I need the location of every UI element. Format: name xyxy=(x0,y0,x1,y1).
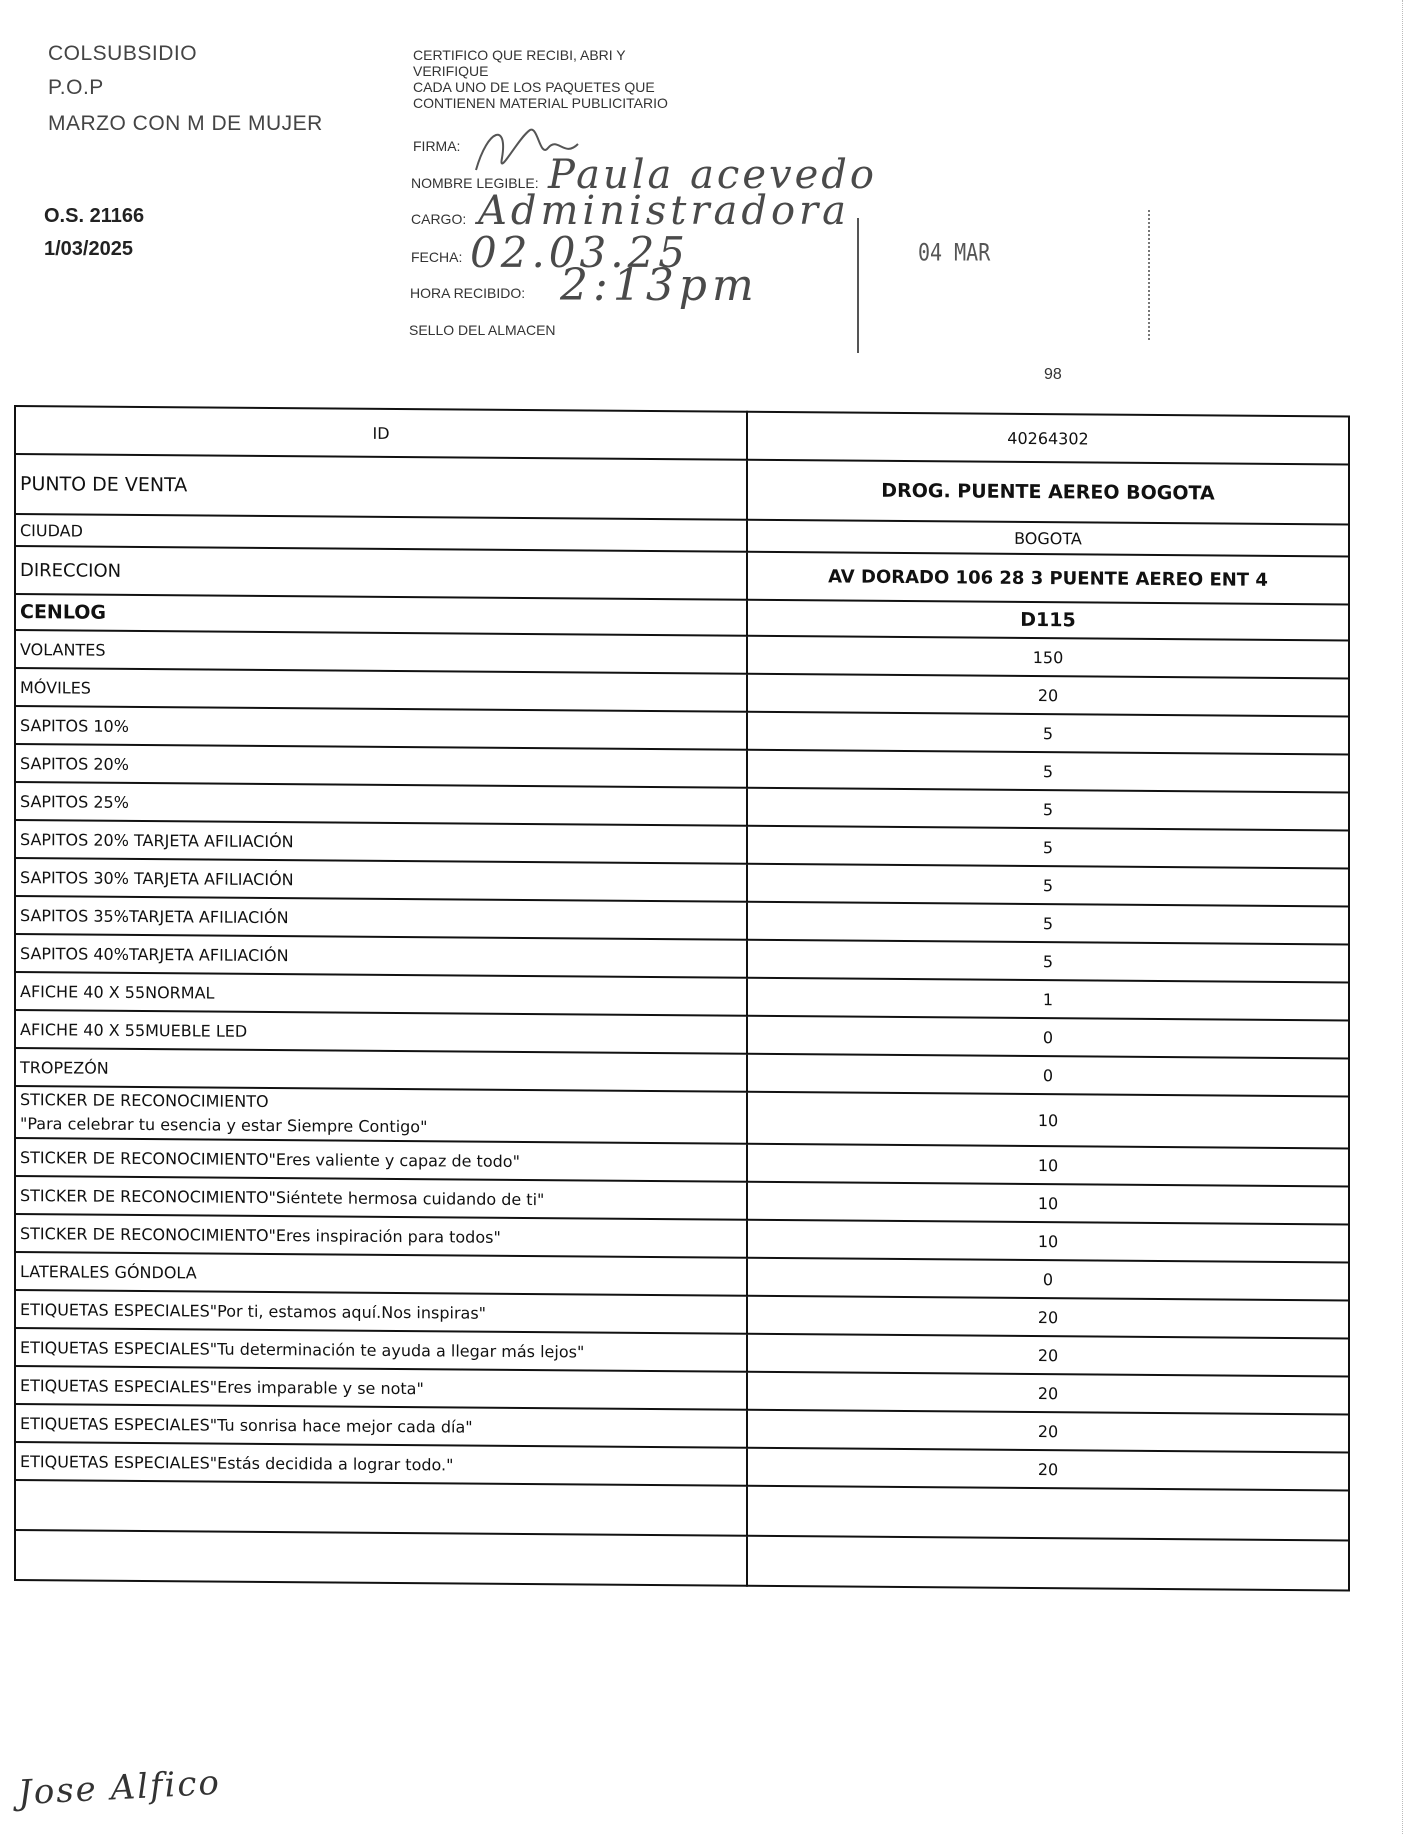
row-label: CENLOG xyxy=(15,594,747,636)
row-label: SAPITOS 40%TARJETA AFILIACIÓN xyxy=(15,934,747,978)
row-label: ETIQUETAS ESPECIALES"Eres imparable y se nota" xyxy=(15,1366,747,1410)
row-value: 20 xyxy=(747,1410,1349,1453)
row-value: DROG. PUENTE AEREO BOGOTA xyxy=(747,460,1349,525)
empty-cell xyxy=(747,1536,1349,1591)
row-label: DIRECCION xyxy=(15,546,747,600)
row-label: SAPITOS 35%TARJETA AFILIACIÓN xyxy=(15,896,747,940)
scan-edge xyxy=(1402,0,1405,1834)
empty-row xyxy=(15,1530,1349,1590)
certificate-line: VERIFIQUE xyxy=(413,63,489,79)
row-label: AFICHE 40 X 55NORMAL xyxy=(15,972,747,1016)
row-label: LATERALES GÓNDOLA xyxy=(15,1252,747,1296)
row-label: ETIQUETAS ESPECIALES"Tu sonrisa hace mejor cada día" xyxy=(15,1404,747,1448)
row-value: 5 xyxy=(747,864,1349,907)
row-label: SAPITOS 30% TARJETA AFILIACIÓN xyxy=(15,858,747,902)
row-value: 20 xyxy=(747,1334,1349,1377)
row-label: SAPITOS 20% TARJETA AFILIACIÓN xyxy=(15,820,747,864)
row-label: AFICHE 40 X 55MUEBLE LED xyxy=(15,1010,747,1054)
stamp-border xyxy=(857,218,861,353)
row-value: 1 xyxy=(747,978,1349,1021)
row-value: 5 xyxy=(747,902,1349,945)
row-label: SAPITOS 10% xyxy=(15,706,747,750)
table-row xyxy=(15,454,1349,524)
row-label: SAPITOS 25% xyxy=(15,782,747,826)
row-label: CIUDAD xyxy=(15,514,747,552)
certificate-text xyxy=(413,47,668,111)
org-name: COLSUBSIDIO xyxy=(48,42,198,65)
row-label xyxy=(15,1086,747,1144)
empty-cell xyxy=(15,1530,747,1586)
nombre-value: Paula acevedo xyxy=(548,152,877,198)
row-label-line1: STICKER DE RECONOCIMIENTO xyxy=(20,1090,269,1111)
row-label: VOLANTES xyxy=(15,630,747,674)
row-label: ETIQUETAS ESPECIALES"Estás decidida a lograr todo." xyxy=(15,1442,747,1486)
empty-cell xyxy=(747,1486,1349,1541)
row-value: 10 xyxy=(747,1144,1349,1187)
row-value: AV DORADO 106 28 3 PUENTE AEREO ENT 4 xyxy=(747,552,1349,605)
row-value: 10 xyxy=(747,1220,1349,1263)
fecha-value: 02.03.25 xyxy=(470,228,690,277)
fecha-label: FECHA: xyxy=(411,249,463,265)
pop-label: P.O.P xyxy=(48,76,104,99)
certificate-line: CADA UNO DE LOS PAQUETES QUE xyxy=(413,79,655,95)
row-value: BOGOTA xyxy=(747,520,1349,557)
row-value: 20 xyxy=(747,1448,1349,1491)
footer-signature: Jose Alfico xyxy=(17,1762,222,1814)
row-value: 20 xyxy=(747,1296,1349,1339)
id-label: ID xyxy=(15,406,747,460)
cargo-label: CARGO: xyxy=(411,211,467,227)
id-value: 40264302 xyxy=(747,412,1349,465)
row-value: 5 xyxy=(747,826,1349,869)
row-value: 0 xyxy=(747,1054,1349,1097)
row-value: 0 xyxy=(747,1016,1349,1059)
order-date: 1/03/2025 xyxy=(44,238,133,260)
row-value: 10 xyxy=(747,1092,1349,1149)
row-label: PUNTO DE VENTA xyxy=(15,454,747,520)
stamp-date: 04 MAR xyxy=(918,237,991,267)
row-label: MÓVILES xyxy=(15,668,747,712)
stamp-border-right xyxy=(1148,210,1152,340)
nombre-label: NOMBRE LEGIBLE: xyxy=(411,175,539,191)
empty-cell xyxy=(15,1480,747,1536)
row-value: D115 xyxy=(747,600,1349,641)
row-value: 150 xyxy=(747,636,1349,679)
row-value: 5 xyxy=(747,940,1349,983)
order-number: O.S. 21166 xyxy=(44,205,145,227)
row-label: STICKER DE RECONOCIMIENTO"Eres inspiración para todos" xyxy=(15,1214,747,1258)
row-label: TROPEZÓN xyxy=(15,1048,747,1092)
sello-label: SELLO DEL ALMACEN xyxy=(409,322,556,338)
hora-value: 2:13pm xyxy=(560,260,759,311)
row-label: SAPITOS 20% xyxy=(15,744,747,788)
certificate-line: CERTIFICO QUE RECIBI, ABRI Y xyxy=(413,47,626,63)
certificate-line: CONTIENEN MATERIAL PUBLICITARIO xyxy=(413,95,668,111)
row-value: 5 xyxy=(747,750,1349,793)
row-value: 5 xyxy=(747,712,1349,755)
row-value: 10 xyxy=(747,1182,1349,1225)
firma-label: FIRMA: xyxy=(413,138,461,154)
delivery-table xyxy=(14,405,1350,1591)
row-value: 20 xyxy=(747,674,1349,717)
row-value: 5 xyxy=(747,788,1349,831)
row-label-line2: "Para celebrar tu esencia y estar Siempre Contigo" xyxy=(20,1114,428,1137)
cargo-value: Administradora xyxy=(478,188,850,234)
page-number: 98 xyxy=(1044,366,1062,383)
row-value: 20 xyxy=(747,1372,1349,1415)
row-value: 0 xyxy=(747,1258,1349,1301)
hora-label: HORA RECIBIDO: xyxy=(410,285,526,301)
row-label: STICKER DE RECONOCIMIENTO"Siéntete hermosa cuidando de ti" xyxy=(15,1176,747,1220)
row-label: STICKER DE RECONOCIMIENTO"Eres valiente y capaz de todo" xyxy=(15,1138,747,1182)
campaign-name: MARZO CON M DE MUJER xyxy=(48,112,323,135)
row-label: ETIQUETAS ESPECIALES"Por ti, estamos aquí.Nos inspiras" xyxy=(15,1290,747,1334)
row-label: ETIQUETAS ESPECIALES"Tu determinación te ayuda a llegar más lejos" xyxy=(15,1328,747,1372)
